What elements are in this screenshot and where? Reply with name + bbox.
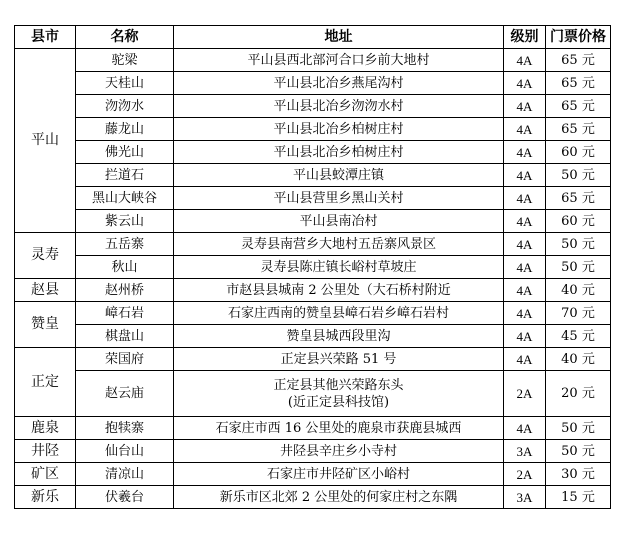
price-cell: 40 元: [546, 348, 611, 371]
price-cell: 45 元: [546, 325, 611, 348]
price-cell: 65 元: [546, 187, 611, 210]
table-row: [15, 302, 611, 325]
name-cell: 拦道石: [76, 164, 174, 187]
table-row: [15, 95, 611, 118]
address-line: 平山县南冶村: [299, 213, 378, 229]
name-cell: 黑山大峡谷: [76, 187, 174, 210]
address-cell: [174, 164, 504, 187]
table-row: [15, 256, 611, 279]
county-cell: 鹿泉: [15, 417, 76, 440]
price-cell: 50 元: [546, 417, 611, 440]
price-cell: 65 元: [546, 118, 611, 141]
header-name: 名称: [76, 26, 174, 49]
name-cell: 驼梁: [76, 49, 174, 72]
name-cell: 赵州桥: [76, 279, 174, 302]
address-line: 石家庄市西 16 公里处的鹿泉市获鹿县城西: [215, 420, 462, 436]
price-cell: 50 元: [546, 233, 611, 256]
name-cell: 伏羲台: [76, 486, 174, 509]
name-cell: 五岳寨: [76, 233, 174, 256]
level-cell: 4A: [504, 302, 546, 325]
price-cell: 60 元: [546, 210, 611, 233]
level-cell: 4A: [504, 95, 546, 118]
address-line: 平山县蛟潭庄镇: [292, 167, 384, 183]
address-cell: [174, 72, 504, 95]
scenic-spots-table: [14, 25, 611, 509]
level-cell: 4A: [504, 417, 546, 440]
address-line: 石家庄西南的赞皇县嶂石岩乡嶂石岩村: [227, 305, 449, 321]
price-cell: 65 元: [546, 95, 611, 118]
level-cell: 3A: [504, 440, 546, 463]
address-cell: [174, 233, 504, 256]
county-cell: 正定: [15, 348, 76, 417]
name-cell: 赵云庙: [76, 371, 174, 417]
address-cell: [174, 371, 504, 417]
level-cell: 4A: [504, 210, 546, 233]
name-cell: 沕沕水: [76, 95, 174, 118]
name-cell: 佛光山: [76, 141, 174, 164]
table-row: [15, 164, 611, 187]
address-line: 灵寿县陈庄镇长峪村草坡庄: [260, 259, 417, 275]
price-cell: 50 元: [546, 440, 611, 463]
name-cell: 抱犊寨: [76, 417, 174, 440]
table-row: [15, 348, 611, 371]
price-cell: 60 元: [546, 141, 611, 164]
county-cell: 平山: [15, 49, 76, 233]
level-cell: 4A: [504, 325, 546, 348]
address-cell: [174, 210, 504, 233]
header-level: 级别: [504, 26, 546, 49]
address-cell: [174, 141, 504, 164]
address-line: 赞皇县城西段里沟: [286, 328, 391, 344]
level-cell: 4A: [504, 118, 546, 141]
level-cell: 4A: [504, 72, 546, 95]
level-cell: 4A: [504, 233, 546, 256]
level-cell: 4A: [504, 164, 546, 187]
county-cell: 赵县: [15, 279, 76, 302]
level-cell: 3A: [504, 486, 546, 509]
price-cell: 40 元: [546, 279, 611, 302]
name-cell: 天桂山: [76, 72, 174, 95]
address-line: 平山县北冶乡燕尾沟村: [273, 75, 404, 91]
table-row: [15, 49, 611, 72]
table-row: [15, 325, 611, 348]
table-row: [15, 187, 611, 210]
level-cell: 4A: [504, 279, 546, 302]
address-line: 平山县北冶乡沕沕水村: [273, 98, 404, 114]
address-cell: [174, 463, 504, 486]
address-line: (近正定县科技馆): [287, 394, 390, 410]
table-row: [15, 210, 611, 233]
level-cell: 4A: [504, 187, 546, 210]
table-row: [15, 118, 611, 141]
level-cell: 4A: [504, 141, 546, 164]
name-cell: 嶂石岩: [76, 302, 174, 325]
level-cell: 4A: [504, 256, 546, 279]
price-cell: 20 元: [546, 371, 611, 417]
name-cell: 荣国府: [76, 348, 174, 371]
price-cell: 50 元: [546, 164, 611, 187]
table-row: [15, 233, 611, 256]
table-row: [15, 417, 611, 440]
address-line: 灵寿县南营乡大地村五岳寨风景区: [240, 236, 436, 252]
name-cell: 棋盘山: [76, 325, 174, 348]
name-cell: 仙台山: [76, 440, 174, 463]
name-cell: 紫云山: [76, 210, 174, 233]
county-cell: 赞皇: [15, 302, 76, 348]
address-line: 平山县西北部河合口乡前大地村: [247, 52, 430, 68]
table-row: [15, 279, 611, 302]
county-cell: 灵寿: [15, 233, 76, 279]
address-cell: [174, 348, 504, 371]
address-cell: [174, 417, 504, 440]
address-cell: [174, 95, 504, 118]
name-cell: 秋山: [76, 256, 174, 279]
address-cell: [174, 279, 504, 302]
address-line: 正定县兴荣路 51 号: [280, 351, 397, 367]
county-cell: 矿区: [15, 463, 76, 486]
name-cell: 清凉山: [76, 463, 174, 486]
header-price: 门票价格: [546, 26, 611, 49]
header-row: [15, 26, 611, 49]
header-address: 地址: [174, 26, 504, 49]
address-cell: [174, 256, 504, 279]
level-cell: 4A: [504, 348, 546, 371]
address-line: 平山县北冶乡柏树庄村: [273, 121, 404, 137]
header-county: 县市: [15, 26, 76, 49]
address-line: 新乐市区北郊 2 公里处的何家庄村之东隅: [219, 489, 458, 505]
address-line: 井陉县辛庄乡小寺村: [279, 443, 397, 459]
level-cell: 2A: [504, 463, 546, 486]
address-cell: [174, 187, 504, 210]
address-line: 平山县营里乡黑山关村: [273, 190, 404, 206]
price-cell: 70 元: [546, 302, 611, 325]
address-cell: [174, 49, 504, 72]
table-row: [15, 463, 611, 486]
price-cell: 65 元: [546, 72, 611, 95]
price-cell: 30 元: [546, 463, 611, 486]
address-line: 正定县其他兴荣路东头: [273, 377, 404, 393]
address-cell: [174, 118, 504, 141]
table-row: [15, 72, 611, 95]
price-cell: 50 元: [546, 256, 611, 279]
price-cell: 65 元: [546, 49, 611, 72]
county-cell: 井陉: [15, 440, 76, 463]
address-line: 市赵县县城南 2 公里处（大石桥村附近: [226, 282, 451, 298]
name-cell: 藤龙山: [76, 118, 174, 141]
table-body: [15, 49, 611, 509]
address-cell: [174, 325, 504, 348]
address-line: 平山县北冶乡柏树庄村: [273, 144, 404, 160]
table-row: [15, 141, 611, 164]
table-row: [15, 440, 611, 463]
address-cell: [174, 302, 504, 325]
county-cell: 新乐: [15, 486, 76, 509]
level-cell: 4A: [504, 49, 546, 72]
price-cell: 15 元: [546, 486, 611, 509]
address-line: 石家庄市井陉矿区小峪村: [266, 466, 410, 482]
address-cell: [174, 486, 504, 509]
table-row: [15, 486, 611, 509]
address-cell: [174, 440, 504, 463]
level-cell: 2A: [504, 371, 546, 417]
table-row: [15, 371, 611, 417]
